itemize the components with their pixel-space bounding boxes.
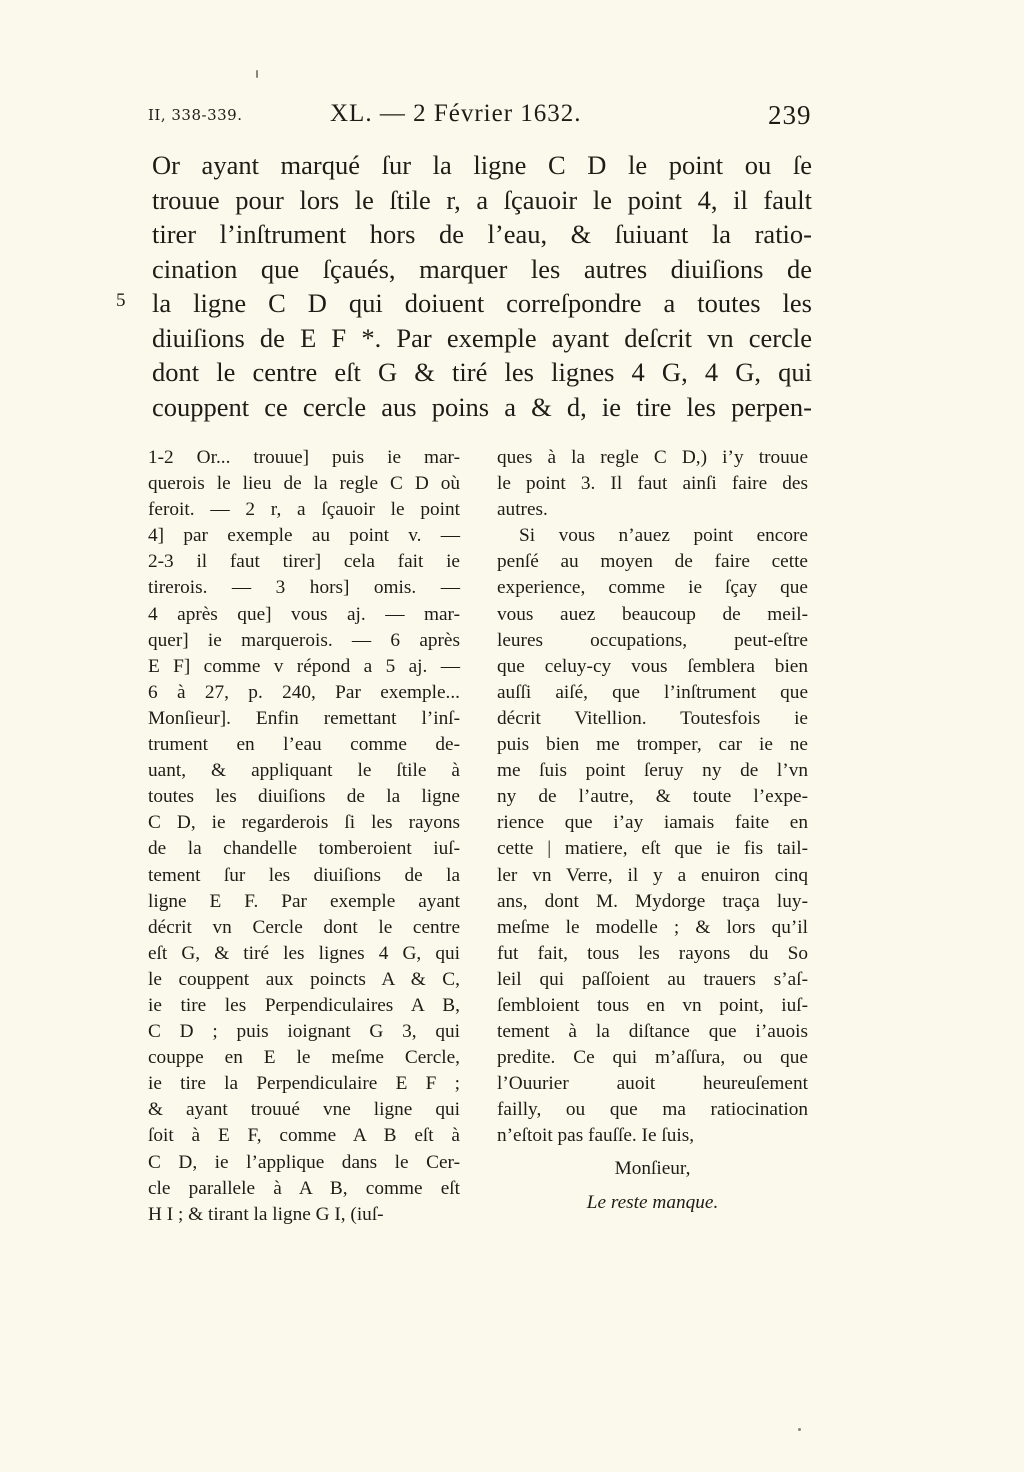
note-line: ie tire les Perpendiculaires A B,: [148, 994, 460, 1016]
main-text-line: dont le centre eſt G & tiré les lignes 4 G, 4 G, qui: [152, 357, 812, 387]
ink-speck: [256, 70, 258, 78]
note-line: Si vous n’auez point encore: [519, 525, 808, 547]
note-line: 4] par exemple au point v. —: [148, 525, 460, 547]
note-line: feroit. — 2 r, a ſçauoir le point: [148, 499, 460, 521]
note-line: ans, dont M. Mydorge traça luy-: [497, 890, 808, 912]
note-line: Monſieur]. Enfin remettant l’inſ-: [148, 707, 460, 729]
note-line: C D, ie l’applique dans le Cer-: [148, 1151, 460, 1173]
note-line: le couppent aux poincts A & C,: [148, 968, 460, 990]
note-line: & ayant trouué vne ligne qui: [148, 1099, 460, 1121]
note-line: ler vn Verre, il y a enuiron cinq: [497, 864, 808, 886]
note-line: C D, ie regarderois ſi les rayons: [148, 812, 460, 834]
note-line: ſoit à E F, comme A B eſt à: [148, 1125, 460, 1147]
note-line: uant, & appliquant le ſtile à: [148, 760, 460, 782]
note-line: cette | matiere, eſt que ie fis tail-: [497, 838, 808, 860]
note-line: couppe en E le meſme Cercle,: [148, 1047, 460, 1069]
notes-right-lines: [497, 445, 808, 1150]
salutation: Monſieur,: [614, 1157, 691, 1179]
main-text-line: Or ayant marqué ſur la ligne C D le point ou ſe: [152, 150, 812, 180]
note-line: meſme le modelle ; & lors qu’il: [497, 916, 808, 938]
note-line: auſſi aiſé, que l’inſtrument que: [497, 681, 808, 703]
note-line: leures occupations, peut-eſtre: [497, 629, 808, 651]
note-line: puis bien me tromper, car ie ne: [497, 734, 808, 756]
note-line: H I ; & tirant la ligne G I, (iuſ-: [148, 1203, 384, 1225]
note-line: penſé au moyen de faire cette: [497, 551, 808, 573]
line-number-marker: 5: [116, 290, 126, 311]
note-line: le point 3. Il faut ainſi faire des: [497, 473, 808, 495]
notes-column-right: [497, 445, 808, 1216]
note-line: autres.: [497, 499, 548, 521]
note-line: n’eſtoit pas fauſſe. Ie ſuis,: [497, 1125, 695, 1147]
note-line: ques à la regle C D,) i’y trouue: [497, 447, 808, 468]
main-text-line: tirer l’inſtrument hors de l’eau, & ſuiuant la ratio-: [152, 219, 812, 249]
main-text-line: la ligne C D qui doiuent correſpondre a toutes les: [152, 288, 812, 318]
note-line: 2-3 il faut tirer] cela fait ie: [148, 551, 460, 573]
notes-column-left: [148, 445, 460, 1228]
page-number: 239: [768, 100, 812, 130]
note-line: E F] comme v répond a 5 aj. —: [148, 655, 460, 677]
volume-reference: II, 338-339.: [148, 106, 243, 124]
note-line: ligne E F. Par exemple ayant: [148, 890, 460, 912]
note-line: rience que i’ay iamais faite en: [497, 812, 808, 834]
note-line: ſembloient tous en vn point, iuſ-: [497, 994, 808, 1016]
note-line: tement ſur les diuiſions de la: [148, 864, 460, 886]
note-line: vous auez beaucoup de meil-: [497, 603, 808, 625]
note-line: experience, comme ie ſçay que: [497, 577, 808, 599]
note-line: failly, ou que ma ratiocination: [497, 1099, 808, 1121]
note-line: 6 à 27, p. 240, Par exemple...: [148, 681, 460, 703]
note-line: ny de l’autre, & toute l’expe-: [497, 786, 808, 808]
letter-heading: XL. — 2 Février 1632.: [330, 100, 582, 127]
note-line: 4 après que] vous aj. — mar-: [148, 603, 460, 625]
note-line: C D ; puis ioignant G 3, qui: [148, 1021, 460, 1043]
note-line: toutes les diuiſions de la ligne: [148, 786, 460, 808]
note-line: tirerois. — 3 hors] omis. —: [148, 577, 460, 599]
note-line: que celuy-cy vous ſemblera bien: [497, 655, 808, 677]
note-line: predite. Ce qui m’aſſura, ou que: [497, 1047, 808, 1069]
ink-speck: [798, 1428, 801, 1431]
note-line: 1-2 Or... trouue] puis ie mar-: [148, 447, 460, 468]
note-line: trument en l’eau comme de-: [148, 734, 460, 756]
closing-note: [497, 1190, 808, 1216]
note-line: me ſuis point ſeruy ny de l’vn: [497, 760, 808, 782]
note-line: querois le lieu de la regle C D où: [148, 473, 460, 495]
main-text-line: diuiſions de E F *. Par exemple ayant deſcrit vn cercle: [152, 322, 812, 353]
main-text-line: couppent ce cercle aus poins a & d, ie tire les perpen-: [152, 391, 812, 422]
note-line: tement à la diſtance que i’auois: [497, 1021, 808, 1043]
note-line: fut fait, tous les rayons du So: [497, 942, 808, 964]
note-line: leil qui paſſoient au trauers s’aſ-: [497, 968, 808, 990]
main-text-line: cination que ſçaués, marquer les autres diuiſions de: [152, 253, 812, 284]
note-line: ie tire la Perpendiculaire E F ;: [148, 1073, 460, 1095]
note-line: l’Ouurier auoit heureuſement: [497, 1073, 808, 1095]
note-line: eſt G, & tiré les lignes 4 G, qui: [148, 942, 460, 964]
note-line: décrit vn Cercle dont le centre: [148, 916, 460, 938]
note-line: quer] ie marquerois. — 6 après: [148, 629, 460, 651]
running-head: [0, 100, 1024, 140]
note-line: de la chandelle tomberoient iuſ-: [148, 838, 460, 860]
note-line: cle parallele à A B, comme eſt: [148, 1177, 460, 1199]
closing-note-text: Le reste manque.: [586, 1191, 719, 1213]
main-text: [152, 148, 812, 424]
main-text-line: trouue pour lors le ſtile r, a ſçauoir le point 4, il fault: [152, 184, 812, 215]
note-line: décrit Vitellion. Toutesfois ie: [497, 707, 808, 729]
